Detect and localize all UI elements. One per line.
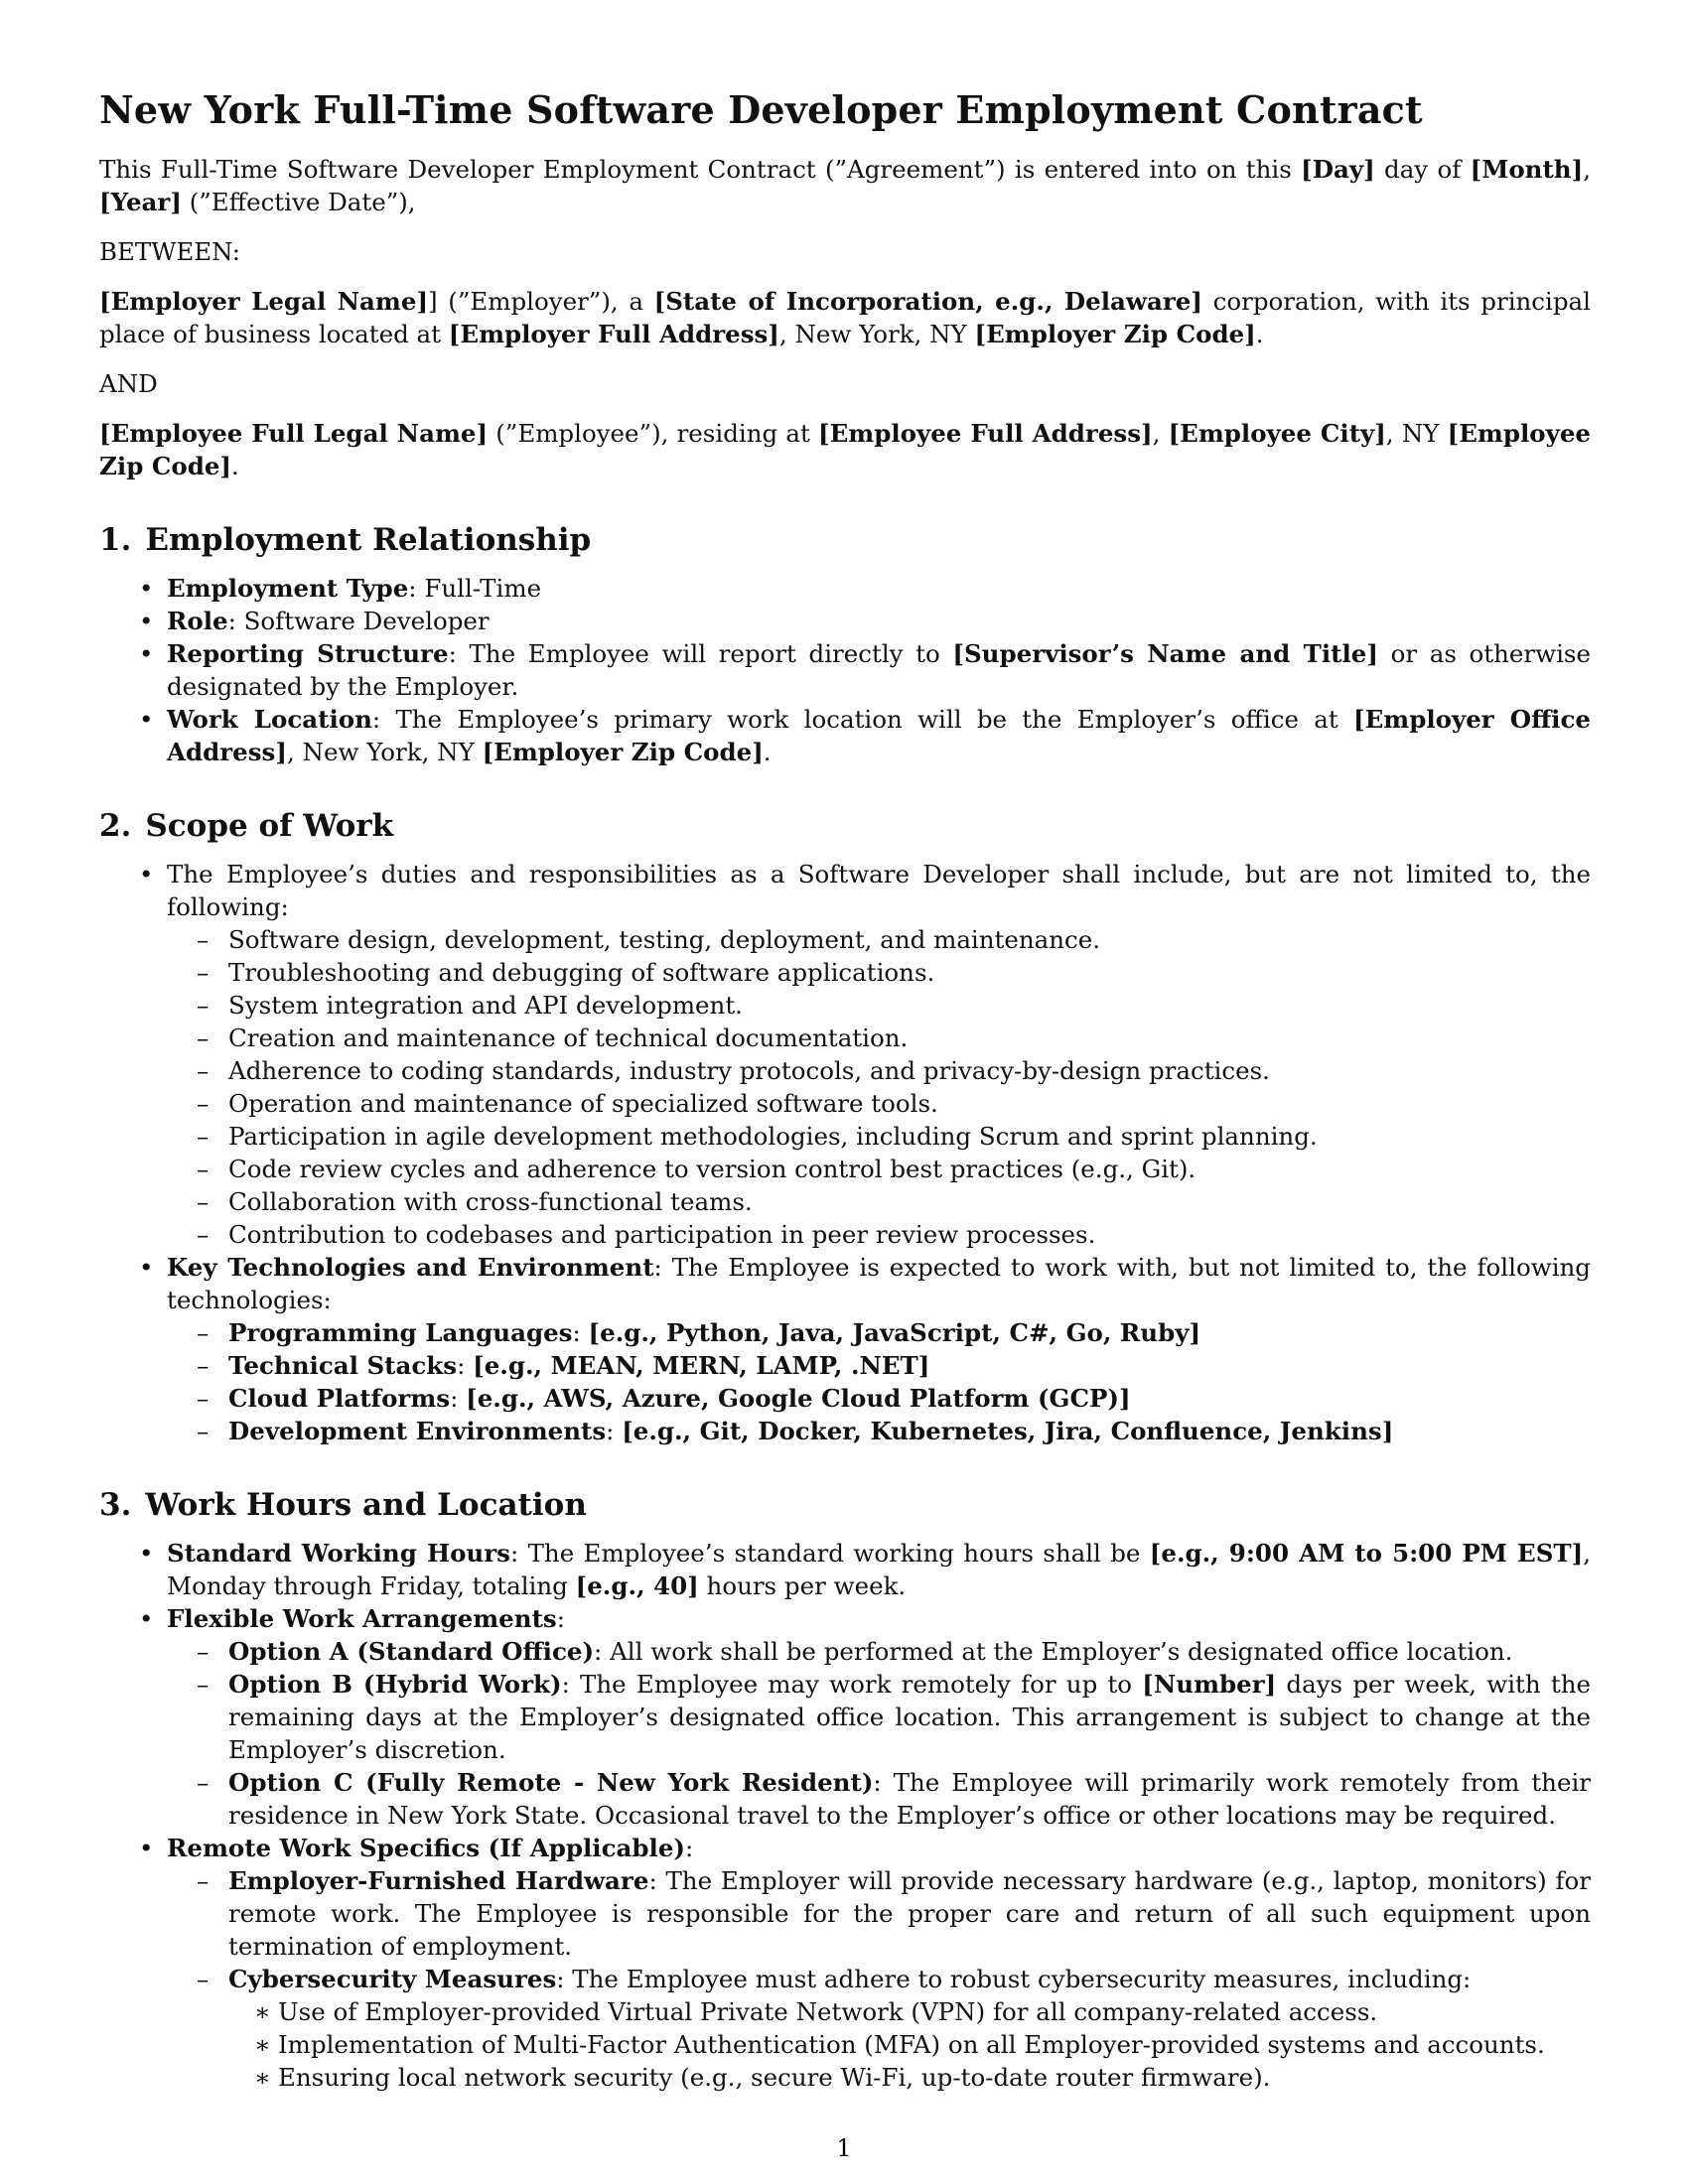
and-label: AND: [99, 369, 158, 398]
tech-item: – Technical Stacks: [e.g., MEAN, MERN, LAMP, .NET]: [167, 1349, 1591, 1382]
cyber-item: ∗ Use of Employer-provided Virtual Private Network (VPN) for all company-related access.: [228, 1995, 1591, 2028]
cybersecurity-list: [228, 1995, 1591, 2094]
section-heading-2: 2. Scope of Work: [99, 808, 394, 844]
duty-item: – Contribution to codebases and participation in peer review processes.: [167, 1218, 1591, 1251]
duties-list: [167, 923, 1591, 1251]
option-item: – Option A (Standard Office): All work shall be performed at the Employer’s designated office location.: [167, 1635, 1591, 1668]
tech-item: – Cloud Platforms: [e.g., AWS, Azure, Google Cloud Platform (GCP)]: [167, 1382, 1591, 1415]
duty-item: – Collaboration with cross-functional teams.: [167, 1185, 1591, 1218]
remote-specifics-list: [167, 1864, 1591, 2094]
section-heading-3: 3. Work Hours and Location: [99, 1487, 587, 1523]
list-item: • The Employee’s duties and responsibilities as a Software Developer shall include, but are not limited to, the following: – Software design, development, testing, deployment, and maintenance. – Troubleshooting and debugging of software applications. – System integration and API development. – Creation and maintenance of technical documentation. – Adherence to coding standards, industry protocols, and privacy-by-design practices. – Operation and maintenance of specialized software tools. – Participation in agile development methodologies, including Scrum and sprint planning. – Code review cycles and adherence to version control best practices (e.g., Git). – Collaboration with cross-functional teams. – Contribution to codebases and participation in peer review processes.: [99, 858, 1591, 1251]
cyber-item: ∗ Ensuring local network security (e.g., secure Wi-Fi, up-to-date router firmware).: [228, 2061, 1591, 2094]
tech-item: – Development Environments: [e.g., Git, Docker, Kubernetes, Jira, Confluence, Jenkins]: [167, 1415, 1591, 1447]
duty-item: – Creation and maintenance of technical documentation.: [167, 1022, 1591, 1054]
section-1-list: [99, 572, 1591, 768]
tech-item: – Programming Languages: [e.g., Python, Java, JavaScript, C#, Go, Ruby]: [167, 1316, 1591, 1349]
technologies-list: [167, 1316, 1591, 1447]
cyber-item: ∗ Implementation of Multi-Factor Authentication (MFA) on all Employer-provided systems and accounts.: [228, 2028, 1591, 2061]
list-item: • Role: Software Developer: [99, 605, 1591, 637]
section-heading-1: 1. Employment Relationship: [99, 522, 592, 558]
duty-item: – Participation in agile development methodologies, including Scrum and sprint planning.: [167, 1120, 1591, 1153]
duty-item: – Troubleshooting and debugging of software applications.: [167, 956, 1591, 989]
intro-paragraph: This Full-Time Software Developer Employment Contract (”Agreement”) is entered into on this [Day] day of [Month], [Year] (”Effective Date”),: [99, 155, 1591, 216]
work-options-list: [167, 1635, 1591, 1832]
page-number: 1: [836, 2134, 852, 2162]
list-item: • Reporting Structure: The Employee will report directly to [Supervisor’s Name and Title] or as otherwise designated by the Employer.: [99, 637, 1591, 703]
employee-paragraph: [Employee Full Legal Name] (”Employee”), residing at [Employee Full Address], [Employee City], NY [Employee Zip Code].: [99, 419, 1592, 480]
between-label: BETWEEN:: [99, 237, 240, 266]
remote-item: – Employer-Furnished Hardware: The Employer will provide necessary hardware (e.g., laptop, monitors) for remote work. The Employee is responsible for the proper care and return of all such equipment upon termination of employment.: [167, 1864, 1591, 1963]
list-item: • Employment Type: Full-Time: [99, 572, 1591, 605]
duty-item: – System integration and API development.: [167, 989, 1591, 1022]
list-item: • Key Technologies and Environment: The Employee is expected to work with, but not limited to, the following technologies: – Programming Languages: [e.g., Python, Java, JavaScript, C#, Go, Ruby] – Technical Stacks: [e.g., MEAN, MERN, LAMP, .NET] – Cloud Platforms: [e.g., AWS, Azure, Google Cloud Platform (GCP)] – Development Environments: [e.g., Git, Docker, Kubernetes, Jira, Confluence, Jenkins]: [99, 1251, 1591, 1447]
document-page: [99, 87, 1591, 2094]
list-item: • Flexible Work Arrangements: – Option A (Standard Office): All work shall be performed at the Employer’s designated office location. – Option B (Hybrid Work): The Employee may work remotely for up to [Number] days per week, with the remaining days at the Employer’s designated office location. This arrangement is subject to change at the Employer’s discretion. – Option C (Fully Remote - New York Resident): The Employee will primarily work remotely from their residence in New York State. Occasional travel to the Employer’s office or other locations may be required.: [99, 1602, 1591, 1832]
option-item: – Option B (Hybrid Work): The Employee may work remotely for up to [Number] days per week, with the remaining days at the Employer’s designated office location. This arrangement is subject to change at the Employer’s discretion.: [167, 1668, 1591, 1766]
duty-item: – Software design, development, testing, deployment, and maintenance.: [167, 923, 1591, 956]
section-2-list: [99, 858, 1591, 1447]
section-3-list: [99, 1537, 1591, 2094]
list-item: • Standard Working Hours: The Employee’s standard working hours shall be [e.g., 9:00 AM to 5:00 PM EST], Monday through Friday, totaling [e.g., 40] hours per week.: [99, 1537, 1591, 1602]
remote-item: – Cybersecurity Measures: The Employee must adhere to robust cybersecurity measures, including: ∗ Use of Employer-provided Virtual Private Network (VPN) for all company-related access. ∗ Implementation of Multi-Factor Authentication (MFA) on all Employer-provided systems and accounts. ∗ Ensuring local network security (e.g., secure Wi-Fi, up-to-date router firmware).: [167, 1963, 1591, 2094]
document-title: New York Full-Time Software Developer Employment Contract: [99, 87, 1423, 132]
list-item: • Work Location: The Employee’s primary work location will be the Employer’s office at [Employer Office Address], New York, NY [Employer Zip Code].: [99, 703, 1591, 768]
employer-paragraph: [Employer Legal Name]] (”Employer”), a [State of Incorporation, e.g., Delaware] corporation, with its principal place of business located at [Employer Full Address], New York, NY [Employer Zip Code].: [99, 287, 1591, 348]
option-item: – Option C (Fully Remote - New York Resident): The Employee will primarily work remotely from their residence in New York State. Occasional travel to the Employer’s office or other locations may be required.: [167, 1766, 1591, 1832]
duty-item: – Code review cycles and adherence to version control best practices (e.g., Git).: [167, 1153, 1591, 1185]
duty-item: – Operation and maintenance of specialized software tools.: [167, 1087, 1591, 1120]
list-item: • Remote Work Specifics (If Applicable): – Employer-Furnished Hardware: The Employer will provide necessary hardware (e.g., laptop, monitors) for remote work. The Employee is responsible for the proper care and return of all such equipment upon termination of employment. – Cybersecurity Measures: The Employee must adhere to robust cybersecurity measures, including: ∗ Use of Employer-provided Virtual Private Network (VPN) for all company-related access. ∗ Implementation of Multi-Factor Authentication (MFA) on all Employer-provided systems and accounts. ∗ Ensuring local network security (e.g., secure Wi-Fi, up-to-date router firmware).: [99, 1832, 1591, 2094]
duty-item: – Adherence to coding standards, industry protocols, and privacy-by-design practices.: [167, 1054, 1591, 1087]
